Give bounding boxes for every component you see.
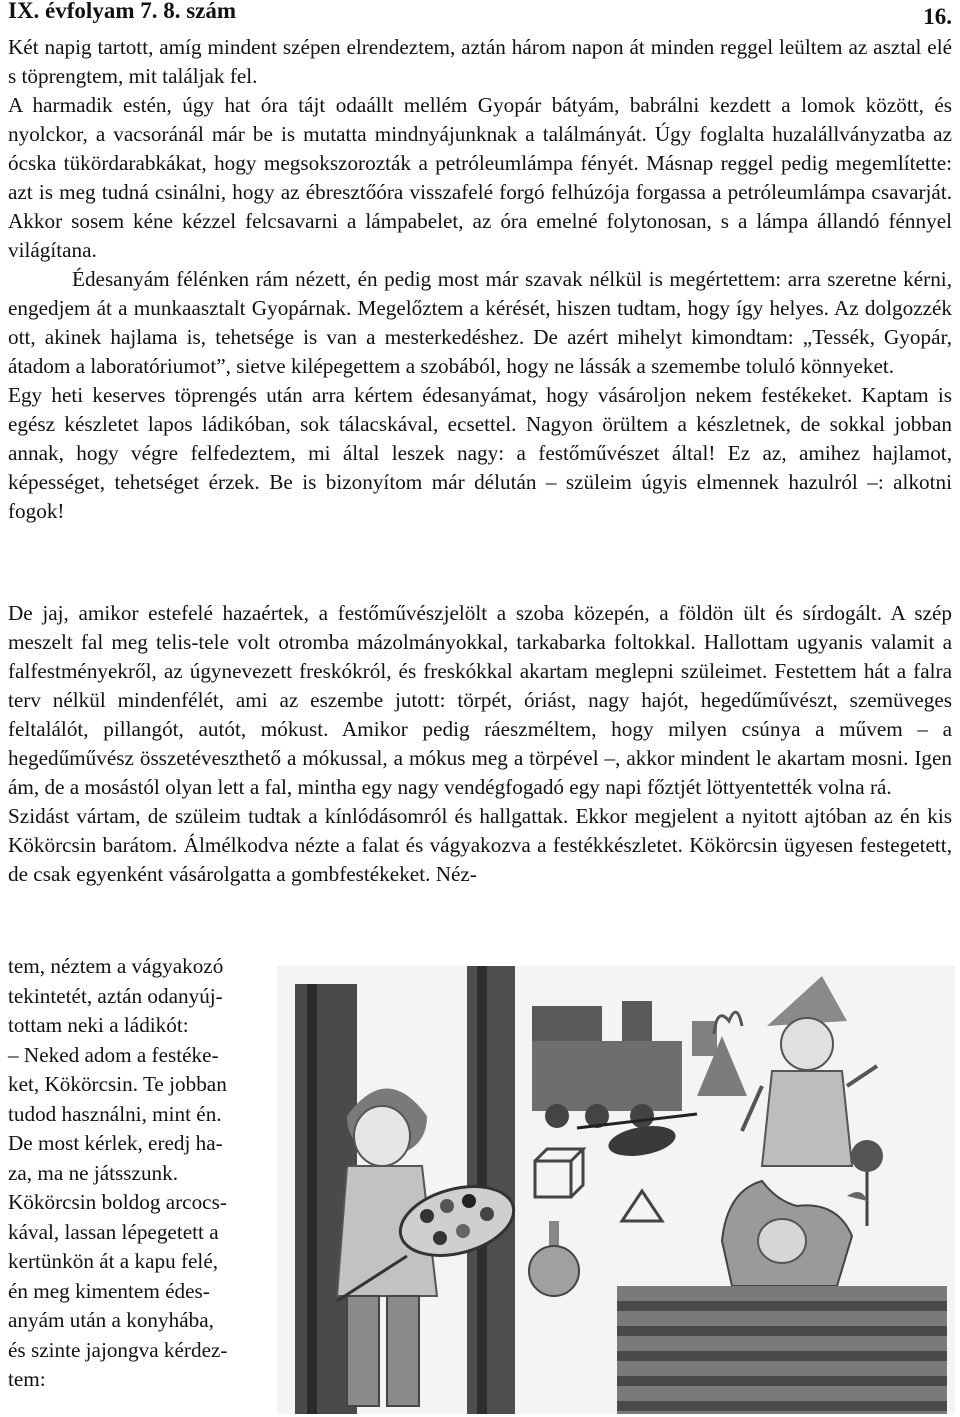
paragraph: Két napig tartott, amíg mindent szépen elrendeztem, aztán három napon át minden reggel leültem az asztal elé s töprengtem, mit találjak fel. bbox=[8, 35, 952, 88]
text-line: kertünkön át a kapu felé, bbox=[8, 1249, 219, 1273]
text-line: ket, Kökörcsin. Te jobban bbox=[8, 1072, 227, 1096]
page-number: 16. bbox=[923, 4, 952, 29]
issue-label: IX. évfolyam 7. 8. szám bbox=[8, 0, 237, 23]
wrapped-text-column bbox=[8, 952, 278, 1395]
text-line: za, ma ne játsszunk. bbox=[8, 1160, 179, 1185]
text-line: tem, néztem a vágyakozó bbox=[8, 954, 224, 978]
paragraph: A harmadik estén, úgy hat óra tájt odaállt mellém Gyopár bátyám, babrálni kezdett a lomok között, és nyolckor, a vacsoránál már be is mutatta mindnyájunknak a találmányát. Úgy foglalta huzalállványzatba az ócska tükördarabkákat, hogy megsokszorozták a petróleumlámpa fényét. Másnap reggel pedig megemlítette: azt is meg tudná csinálni, hogy az ébresztőóra visszafelé forgó felhúzója forgassa a petróleumlámpa csavarját. Akkor sosem kéne kézzel felcsavarni a lámpabelet, az óra emelné folytonosan, s a lámpa állandó fénnyel világítana. bbox=[8, 93, 952, 262]
text-line: – Neked adom a festéke- bbox=[8, 1042, 219, 1067]
text-line: tem: bbox=[8, 1367, 46, 1391]
text-line: tudod használni, mint én. bbox=[8, 1101, 222, 1126]
text-line: anyám után a konyhába, bbox=[8, 1308, 214, 1332]
story-illustration bbox=[277, 966, 955, 1414]
text-block-top bbox=[8, 33, 952, 526]
bed-drawing bbox=[617, 1286, 947, 1414]
text-line: De most kérlek, eredj ha- bbox=[8, 1131, 223, 1155]
paragraph: De jaj, amikor estefelé hazaértek, a festőművészjelölt a szoba közepén, a földön ült és sírdogált. A szép meszelt fal meg telis-tele volt otromba mázolmányokkal, tarkabarka foltokkal. Hallottam ugyanis valamit a falfestményekről, az úgynevezett freskókról, és freskókkal akartam meglepni szüleimet. Festettem hát a falra terv nélkül mindenfélét, ami az eszembe jutott: törpét, óriást, nagy hajót, hegedűművészt, szemüveges feltalálót, pillangót, autót, mókust. Amikor pedig ráeszméltem, hogy milyen csúnya a művem – a hegedűművész összetéveszthető a mókussal, a mókus meg a törpével –, akkor mindent le akartam mosni. Igen ám, de a mosástól olyan lett a fal, mintha egy nagy vendégfogadó egy napi főztjét löttyentették volna rá. bbox=[8, 601, 952, 799]
text-line: és szinte jajongva kérdez- bbox=[8, 1337, 228, 1362]
text-line: tottam neki a ládikót: bbox=[8, 1013, 189, 1037]
page-header bbox=[8, 0, 952, 30]
text-block-bottom bbox=[8, 599, 952, 889]
text-line: Kökörcsin boldog arcocs- bbox=[8, 1190, 227, 1214]
paragraph: Egy heti keserves töprengés után arra kértem édesanyámat, hogy vásároljon nekem festékeket. Kaptam is egész készletet lapos ládikóban, sok tálacskával, ecsettel. Nagyon örültem a készletnek, de sokkal jobban annak, hogy végre felfedeztem, mi által leszek nagy: a festőművészet által! Ez az, amihez hajlamot, képességet, tehetséget érzek. Be is bizonyítom már délután – szüleim úgyis elmennek hazulról –: alkotni fogok! bbox=[8, 383, 952, 523]
text-line: tekintetét, aztán odanyúj- bbox=[8, 983, 223, 1008]
text-line: kával, lassan lépegetett a bbox=[8, 1219, 219, 1244]
text-line: én meg kimentem édes- bbox=[8, 1278, 210, 1303]
paragraph: Édesanyám félénken rám nézett, én pedig most már szavak nélkül is megértettem: arra szeretne kérni, engedjem át a munkaasztalt Gyopárnak. Megelőztem a kérését, hiszen tudtam, hogy így helyes. Az dolgozzék ott, akinek hajlama is, tehetsége is van a mesterkedéshez. De azért mihelyt kimondtam: „Tessék, Gyopár, átadom a laboratóriumot”, sietve kilépegettem a szobából, hogy ne lássák a szemembe toluló könnyeket. bbox=[8, 267, 952, 378]
paragraph: Szidást vártam, de szüleim tudtak a kínlódásomról és hallgattak. Ekkor megjelent a nyitott ajtóban az én kis Kökörcsin barátom. Álmélkodva nézte a falat és vágyakozva a festékkészletet. Kökörcsin ügyesen festegetett, de csak egyenként vásárolgatta a gombfestékeket. Néz- bbox=[8, 804, 952, 886]
